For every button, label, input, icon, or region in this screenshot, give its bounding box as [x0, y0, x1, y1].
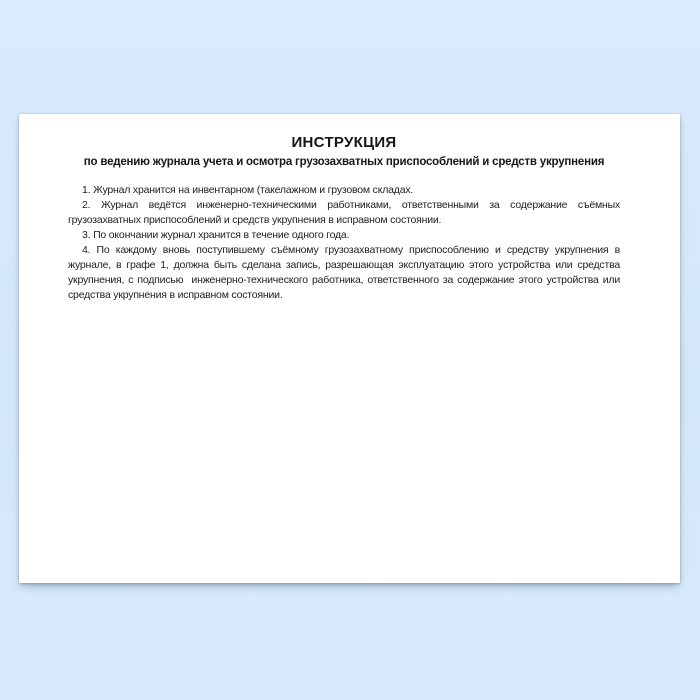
- instruction-paragraph: 3. По окончании журнал хранится в течение одного года.: [82, 229, 350, 241]
- document-page: [19, 114, 680, 583]
- instruction-paragraph: 4. По каждому вновь поступившему съёмному грузозахватному приспособлению и средству укрупнения в журнале, в графе 1, должна быть сделана запись, разрешающая эксплуатацию этого устройства или средства укрупнения, с подписью инженерно-технического работника, ответственного за содержание этого устройства или средства укрупнения в исправном состоянии.: [68, 244, 623, 301]
- document-body: [68, 183, 623, 303]
- instruction-paragraph: 2. Журнал ведётся инженерно-техническими работниками, ответственными за содержание съёмных грузозахватных приспособлений и средств укрупнения в исправном состоянии.: [68, 199, 623, 226]
- document-title: ИНСТРУКЦИЯ: [291, 134, 397, 151]
- document-subtitle: по ведению журнала учета и осмотра грузозахватных приспособлений и средств укрупнения: [83, 156, 605, 168]
- instruction-paragraph: 1. Журнал хранится на инвентарном (такелажном и грузовом складах.: [82, 184, 414, 196]
